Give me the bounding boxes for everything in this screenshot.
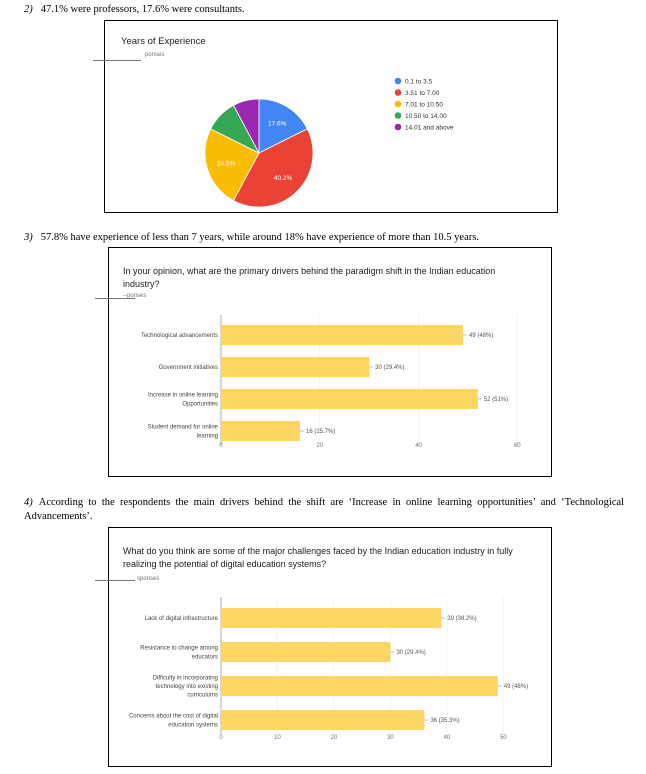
data-label: 39 (38.2%) bbox=[447, 616, 477, 622]
data-label: 49 (48%) bbox=[503, 684, 529, 690]
tick-label: 30 bbox=[387, 735, 394, 741]
legend-swatch bbox=[395, 101, 402, 108]
legend-label: 3.51 to 7.00 bbox=[405, 89, 440, 97]
data-label: 16 (15.7%) bbox=[306, 429, 336, 435]
paragraph-2 bbox=[24, 4, 245, 15]
legend-swatch bbox=[395, 124, 402, 131]
category-label: Lack of digital infrastructure bbox=[144, 616, 218, 622]
data-label: 30 (29.4%) bbox=[375, 365, 405, 371]
pie-chart-card bbox=[104, 20, 558, 213]
drivers-chart-card bbox=[108, 247, 552, 477]
tick-label: 10 bbox=[274, 735, 281, 741]
tick-label: 0 bbox=[219, 443, 223, 449]
paragraph-4 bbox=[24, 496, 624, 524]
legend-label: 14.01 and above bbox=[405, 124, 454, 132]
chart-title: What do you think are some of the major challenges faced by the Indian education industry in fully realizing the potential of digital education systems? bbox=[123, 546, 513, 569]
data-label: 36 (35.3%) bbox=[430, 718, 460, 724]
legend-label: 10.50 to 14.00 bbox=[405, 112, 447, 120]
category-label: Student demand for online learning bbox=[147, 424, 218, 440]
data-label: 49 (48%) bbox=[468, 333, 494, 339]
category-label: Resistance to change among educators bbox=[140, 645, 218, 661]
tick-label: 40 bbox=[443, 735, 451, 741]
bar bbox=[221, 325, 463, 345]
category-label: Increase in online learning Opportunities bbox=[147, 392, 218, 408]
paragraph-number: 2) bbox=[24, 4, 33, 15]
challenges-bar-chart bbox=[109, 528, 550, 765]
paragraph-text: 57.8% have experience of less than 7 years, while around 18% have experience of more than 10.5 years. bbox=[40, 232, 479, 243]
bar bbox=[221, 676, 498, 696]
drivers-bar-chart bbox=[109, 248, 550, 475]
slice-label: 24.5% bbox=[216, 160, 236, 168]
category-label: Technological advancements bbox=[140, 333, 218, 339]
bar bbox=[221, 421, 300, 441]
paragraph-number: 4) bbox=[24, 497, 33, 508]
legend-label: 0.1 to 3.5 bbox=[405, 78, 433, 86]
paragraph-number: 3) bbox=[24, 232, 33, 243]
legend-swatch bbox=[395, 89, 402, 96]
chart-title: Years of Experience bbox=[121, 36, 206, 47]
challenges-chart-card bbox=[108, 527, 552, 767]
tick-label: 50 bbox=[500, 735, 507, 741]
bar bbox=[221, 608, 441, 628]
slice-label: 40.2% bbox=[273, 174, 293, 182]
chart-title: In your opinion, what are the primary drivers behind the paradigm shift in the Indian education industry? bbox=[123, 266, 496, 289]
bar bbox=[221, 389, 478, 409]
data-label: 30 (29.4%) bbox=[396, 650, 426, 656]
bar bbox=[221, 357, 369, 377]
tick-label: 40 bbox=[415, 443, 422, 449]
category-label: Concerns about the cost of digital education systems bbox=[128, 713, 218, 729]
legend-label: 7.01 to 10.50 bbox=[405, 101, 443, 109]
tick-label: 20 bbox=[316, 443, 324, 449]
response-count: --ponses bbox=[123, 293, 147, 299]
tick-label: 60 bbox=[513, 443, 521, 449]
legend-swatch bbox=[395, 112, 402, 119]
category-label: Government initiatives bbox=[158, 365, 218, 371]
legend-swatch bbox=[395, 78, 402, 85]
bar bbox=[221, 710, 424, 730]
bar bbox=[221, 642, 390, 662]
tick-label: 0 bbox=[219, 735, 223, 741]
category-label: Difficulty in incorporating technology into existing curriculums bbox=[152, 675, 218, 699]
pie-chart bbox=[105, 21, 556, 211]
paragraph-text: 47.1% were professors, 17.6% were consultants. bbox=[40, 4, 245, 15]
paragraph-text: According to the respondents the main drivers behind the shift are ‘Increase in online learning opportunities’ and ‘Technological Advancements’. bbox=[24, 497, 624, 522]
data-label: 52 (51%) bbox=[483, 397, 509, 403]
response-count: sponses bbox=[137, 576, 160, 582]
response-count: ponses bbox=[145, 52, 165, 58]
paragraph-3 bbox=[24, 232, 479, 243]
slice-label: 17.6% bbox=[267, 120, 287, 128]
tick-label: 20 bbox=[330, 735, 338, 741]
